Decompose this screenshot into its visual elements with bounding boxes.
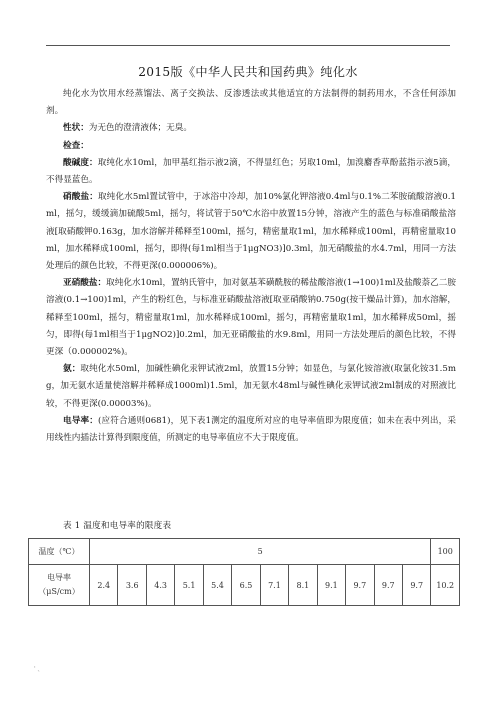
conductivity-cell: 6.5 [232, 565, 260, 606]
document-body [46, 86, 456, 447]
nitrate-text: 取纯化水5ml置试管中，于冰浴中冷却，加10%氯化钾溶液0.4ml与0.1%二苯胺硫酸溶液0.1ml，摇匀，缓缓滴加硫酸5ml，摇匀，将试管于50℃水浴中放置15分钟，溶液产生的蓝色与标准硝酸盐溶液[取硝酸钾0.163g，加水溶解并稀释至100ml，摇匀，精密量取1ml，加水稀释成100ml，再精密量取10ml，加水稀释成100ml，摇匀，即得(每1ml相当于1μgNO3)]0.3ml，加无硝酸盐的水4.7ml，用同一方法处理后的颜色比较，不得更深(0.000006%)。 [46, 192, 456, 272]
acidity-text: 取纯化水10ml，加甲基红指示液2滴，不得显红色；另取10ml，加溴麝香草酚蓝指示液5滴，不得显蓝色。 [46, 157, 456, 186]
conductivity-cell: 3.6 [118, 565, 146, 606]
inspection-heading-paragraph [46, 138, 456, 155]
properties-text: 为无色的澄清液体；无臭。 [88, 123, 192, 134]
header-rule [46, 45, 450, 46]
ammonia-label: 氨： [63, 364, 81, 375]
conductivity-cell: 9.1 [317, 565, 345, 606]
temperature-cell: 100 [431, 539, 460, 565]
nitrate-paragraph [46, 189, 456, 275]
conductivity-header-line2: （μS/cm） [38, 587, 80, 596]
temperature-cell: 5 [90, 539, 431, 565]
acidity-paragraph [46, 155, 456, 189]
acidity-label: 酸碱度： [63, 157, 98, 168]
conductivity-text: (应符合通则0681)，见下表1测定的温度所对应的电导率值即为限度值；如未在表中列出，采用线性内插法计算得到限度值，所测定的电导率值应不大于限度值。 [46, 415, 456, 444]
conductivity-cell: 4.3 [146, 565, 174, 606]
inspection-heading: 检查： [63, 140, 89, 151]
conductivity-limit-table [28, 538, 460, 606]
conductivity-header-line1: 电导率 [47, 573, 71, 582]
corner-mark: ' 、 [34, 666, 44, 673]
conductivity-row [29, 565, 460, 606]
definition-paragraph: 纯化水为饮用水经蒸馏法、离子交换法、反渗透法或其他适宜的方法制得的制药用水，不含任何添加剂。 [46, 89, 456, 117]
conductivity-cell: 9.7 [402, 565, 430, 606]
nitrite-label: 亚硝酸盐： [63, 278, 107, 289]
conductivity-cell: 9.7 [346, 565, 374, 606]
properties-paragraph [46, 120, 456, 137]
conductivity-cell: 7.1 [260, 565, 288, 606]
conductivity-cell: 10.2 [431, 565, 460, 606]
ammonia-paragraph [46, 361, 456, 413]
table-caption: 表 1 温度和电导率的限度表 [63, 521, 172, 531]
ammonia-text: 取纯化水50ml，加碱性碘化汞钾试液2ml，放置15分钟；如显色，与氯化铵溶液(取氯化铵31.5mg，加无氨水适量使溶解并稀释成1000ml)1.5ml，加无氨水48ml与碱性碘化汞钾试液2ml制成的对照液比较，不得更深(0.00003%)。 [46, 364, 456, 409]
nitrite-text: 取纯化水10ml，置纳氏管中，加对氨基苯磺酰胺的稀盐酸溶液(1→100)1ml及盐酸萘乙二胺溶液(0.1→100)1ml，产生的粉红色，与标准亚硝酸盐溶液[取亚硝酸钠0.750g(按干燥品计算)，加水溶解，稀释至100ml，摇匀，精密量取1ml，加水稀释成100ml，摇匀，再精密量取1ml，加水稀释成50ml，摇匀，即得(每1ml相当于1μgNO2)]0.2ml，加无亚硝酸盐的水9.8ml，用同一方法处理后的颜色比较，不得更深（0.000002%)。 [46, 278, 456, 358]
conductivity-header [29, 565, 90, 606]
temperature-header: 温度（℃） [29, 539, 90, 565]
conductivity-label: 电导率： [63, 415, 98, 426]
nitrite-paragraph [46, 275, 456, 361]
conductivity-cell: 9.7 [374, 565, 402, 606]
temperature-row [29, 539, 460, 565]
conductivity-paragraph [46, 413, 456, 447]
conductivity-cell: 2.4 [90, 565, 118, 606]
document-title: 2015版《中华人民共和国药典》纯化水 [138, 65, 358, 79]
properties-label: 性状： [63, 123, 89, 134]
conductivity-cell: 5.1 [175, 565, 203, 606]
conductivity-cell: 8.1 [289, 565, 317, 606]
nitrate-label: 硝酸盐： [63, 192, 98, 203]
conductivity-cell: 5.4 [203, 565, 231, 606]
